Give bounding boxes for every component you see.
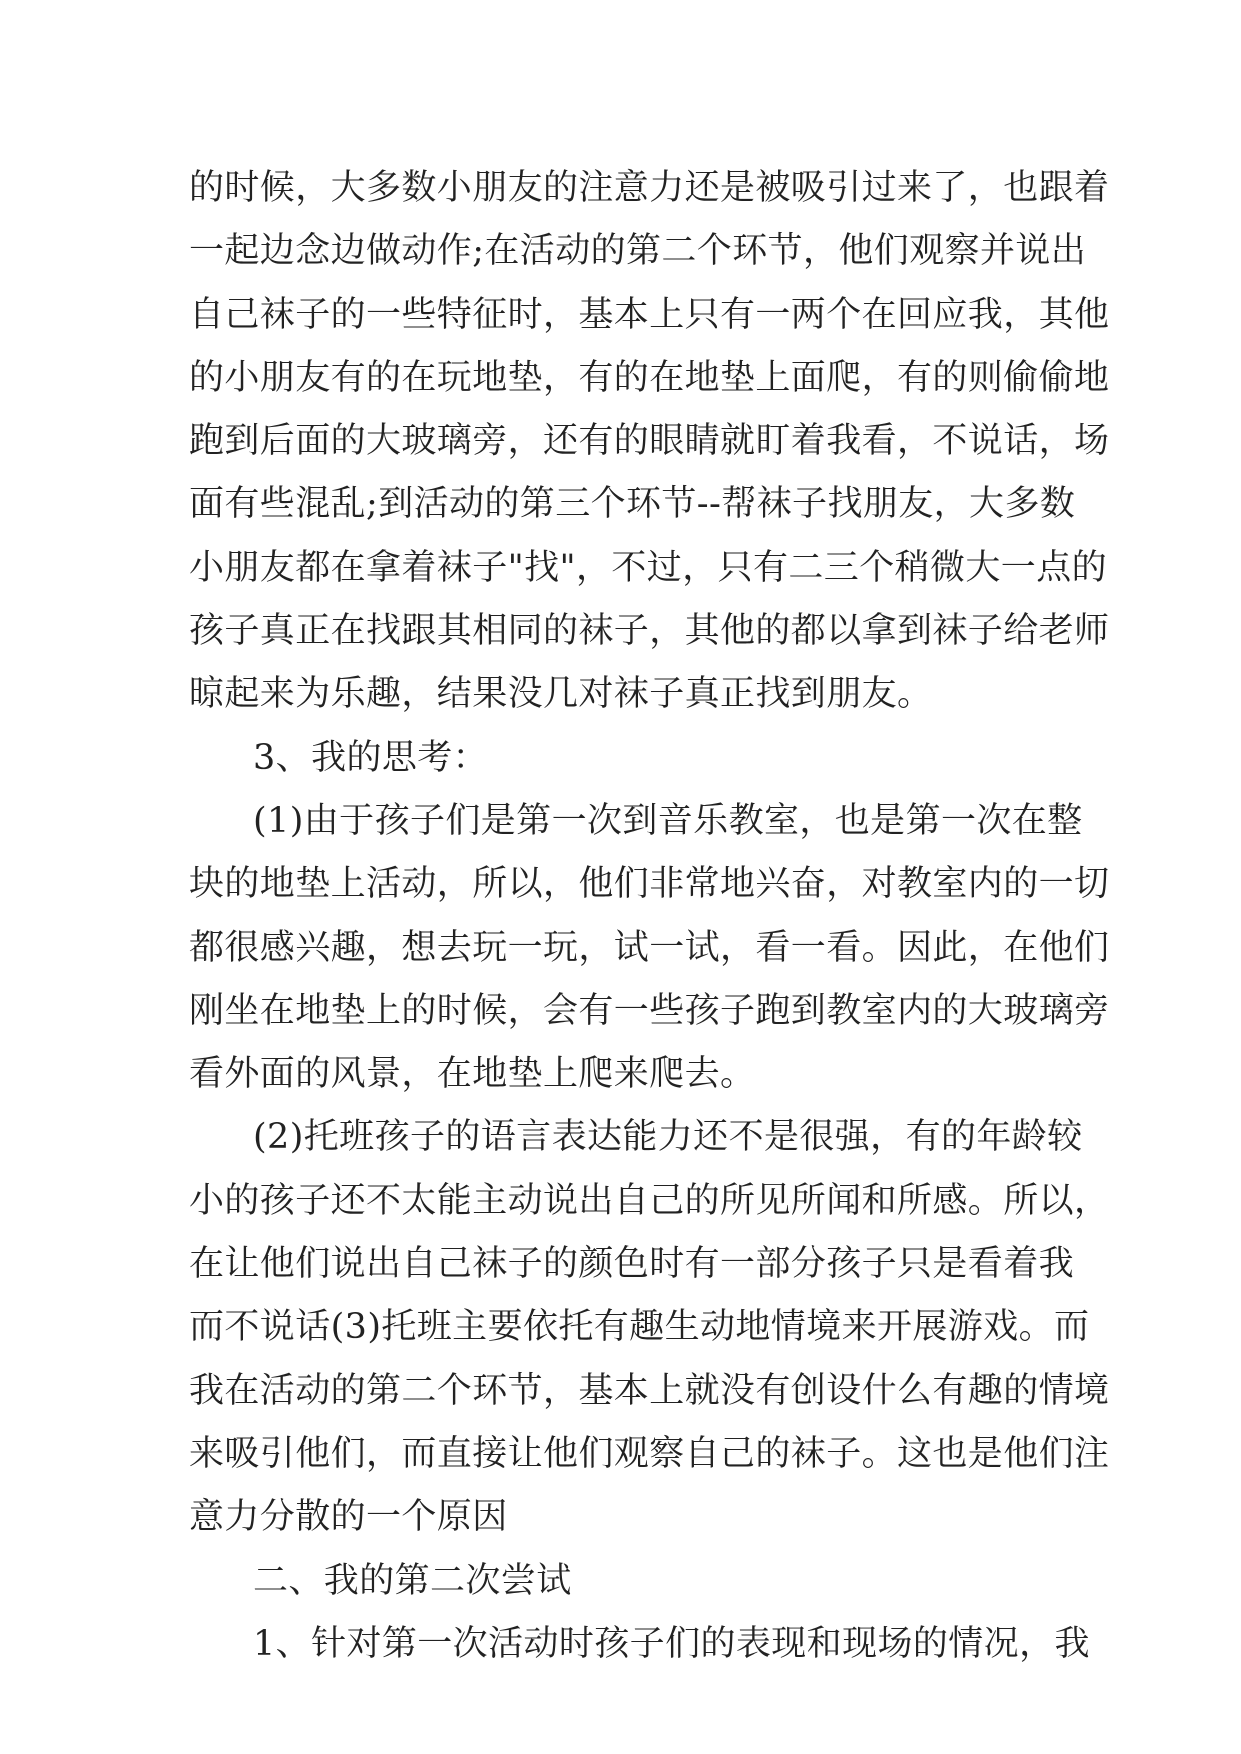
text-line: 一起边念边做动作;在活动的第二个环节，他们观察并说出 [189, 231, 1087, 272]
text-line: 小的孩子还不太能主动说出自己的所见所闻和所感。所以， [189, 1180, 1110, 1221]
text-line: 1、针对第一次活动时孩子们的表现和现场的情况，我 [253, 1623, 1090, 1664]
text-line: 在让他们说出自己袜子的颜色时有一部分孩子只是看着我 [189, 1244, 1075, 1285]
text-line: 孩子真正在找跟其相同的袜子，其他的都以拿到袜子给老师 [189, 611, 1110, 652]
text-line: 晾起来为乐趣，结果没几对袜子真正找到朋友。 [189, 674, 933, 715]
text-line: 二、我的第二次尝试 [253, 1560, 572, 1601]
text-line: 小朋友都在拿着袜子"找"，不过，只有二三个稍微大一点的 [189, 547, 1107, 588]
text-line: 自己袜子的一些特征时，基本上只有一两个在回应我，其他 [189, 294, 1110, 335]
text-line: 的小朋友有的在玩地垫，有的在地垫上面爬，有的则偷偷地 [189, 357, 1110, 398]
text-line: 刚坐在地垫上的时候，会有一些孩子跑到教室内的大玻璃旁 [189, 990, 1110, 1031]
body-text [189, 157, 1110, 1676]
text-line: 的时候，大多数小朋友的注意力还是被吸引过来了，也跟着 [189, 168, 1110, 208]
text-line: 来吸引他们，而直接让他们观察自己的袜子。这也是他们注 [189, 1433, 1110, 1474]
text-line: 3、我的思考： [253, 737, 489, 778]
text-line: 都很感兴趣，想去玩一玩，试一试，看一看。因此，在他们 [189, 927, 1110, 968]
text-line: 跑到后面的大玻璃旁，还有的眼睛就盯着我看，不说话，场 [189, 421, 1110, 462]
text-line: 块的地垫上活动，所以，他们非常地兴奋，对教室内的一切 [189, 864, 1110, 905]
text-line: (2)托班孩子的语言表达能力还不是很强，有的年龄较 [253, 1117, 1083, 1158]
text-line: 面有些混乱;到活动的第三个环节--帮袜子找朋友，大多数 [189, 484, 1076, 525]
text-line: 我在活动的第二个环节，基本上就没有创设什么有趣的情境 [189, 1370, 1110, 1411]
text-line: 意力分散的一个原因 [189, 1497, 508, 1538]
text-line: 看外面的风景，在地垫上爬来爬去。 [189, 1054, 756, 1095]
text-line: (1)由于孩子们是第一次到音乐教室，也是第一次在整 [253, 800, 1083, 841]
text-line: 而不说话(3)托班主要依托有趣生动地情境来开展游戏。而 [189, 1307, 1090, 1348]
